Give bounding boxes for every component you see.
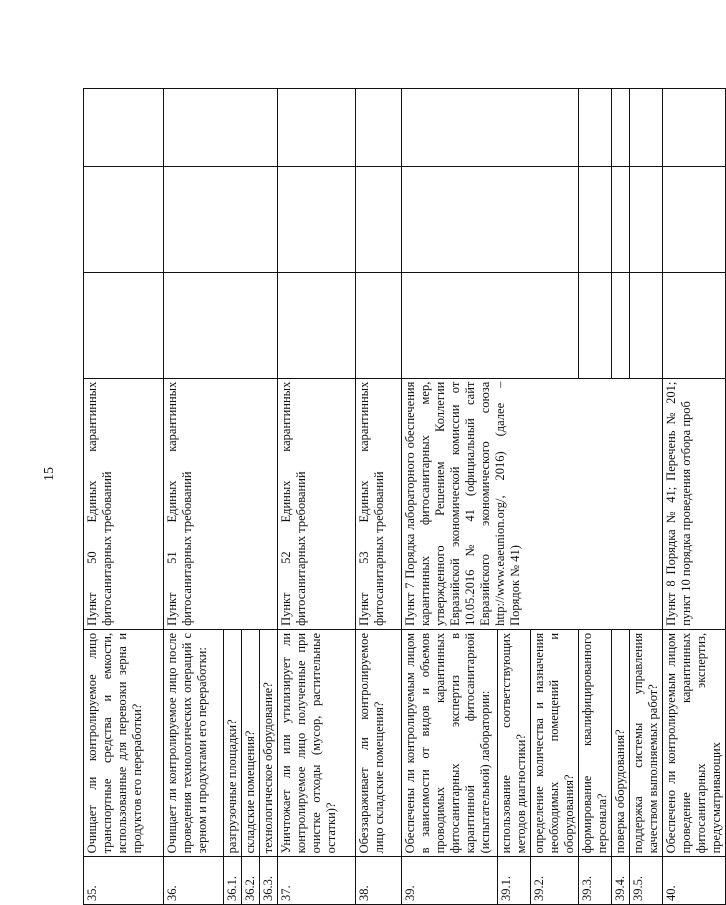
answer-cell: [579, 167, 612, 273]
question-text: Обеззараживает ли контролируемое лицо складские помещения?: [356, 629, 402, 856]
checklist-page-rotated: [83, 88, 723, 905]
note-cell: [164, 89, 278, 167]
question-text: складские помещения?: [242, 629, 260, 856]
note-cell: [630, 89, 663, 167]
item-number: 39.2.: [531, 857, 579, 905]
question-text: Обеспечено ли контролируемым лицом проведение карантинных фитосанитарных экспертиз, предусматривающих: [663, 629, 726, 856]
question-text: формирование квалифицированного персонала?: [579, 629, 612, 856]
answer-cell: [402, 167, 579, 273]
item-number: 39.5.: [630, 857, 663, 905]
answer-cell: [402, 272, 579, 378]
requirement-reference: Пункт 52 Единых карантинных фитосанитарных требований: [278, 378, 356, 629]
table-row: [164, 89, 224, 905]
question-text: разгрузочные площадки?: [224, 629, 242, 856]
item-number: 39.1.: [498, 857, 531, 905]
requirement-reference: Пункт 53 Единых карантинных фитосанитарных требований: [356, 378, 402, 629]
table-row: [402, 89, 498, 905]
requirement-reference: Пункт 8 Порядка № 41; Перечень № 201; пункт 10 порядка проведения отбора проб: [663, 378, 726, 629]
item-number: 36.2.: [242, 857, 260, 905]
note-cell: [663, 89, 726, 167]
answer-cell: [356, 272, 402, 378]
question-text: технологическое оборудование?: [260, 629, 278, 856]
question-text: поддержка системы управления качеством выполняемых работ?: [630, 629, 663, 856]
item-number: 40.: [663, 857, 726, 905]
answer-cell: [164, 272, 278, 378]
answer-cell: [630, 167, 663, 273]
note-cell: [612, 89, 630, 167]
question-text: Очищает ли контролируемое лицо транспортные средства и емкости, использованные для перевозки зерна и продуктов его переработки?: [84, 629, 164, 856]
answer-cell: [612, 272, 630, 378]
item-number: 39.4.: [612, 857, 630, 905]
table-row: [663, 89, 726, 905]
answer-cell: [278, 272, 356, 378]
note-cell: [402, 89, 579, 167]
answer-cell: [84, 272, 164, 378]
question-text: Уничтожает ли или утилизирует ли контролируемое лицо полученные при очистке отходы (мусор, растительные остатки)?: [278, 629, 356, 856]
requirement-reference: Пункт 50 Единых карантинных фитосанитарных требований: [84, 378, 164, 629]
answer-cell: [630, 272, 663, 378]
answer-cell: [663, 167, 726, 273]
note-cell: [84, 89, 164, 167]
answer-cell: [356, 167, 402, 273]
note-cell: [356, 89, 402, 167]
item-number: 36.1.: [224, 857, 242, 905]
answer-cell: [278, 167, 356, 273]
checklist-body: [84, 89, 726, 905]
question-text: определение количества и назначения необходимых помещений и оборудования?: [531, 629, 579, 856]
question-text: поверка оборудования?: [612, 629, 630, 856]
question-text: Очищает ли контролируемое лицо после проведения технологических операций с зерном и продуктами его переработки:: [164, 629, 224, 856]
answer-cell: [663, 272, 726, 378]
question-text: использование соответствующих методов диагностики?: [498, 629, 531, 856]
table-row: [84, 89, 164, 905]
checklist-table: [83, 88, 726, 905]
table-row: [278, 89, 356, 905]
answer-cell: [612, 167, 630, 273]
page-number: 15: [42, 467, 57, 481]
item-number: 36.3.: [260, 857, 278, 905]
answer-cell: [164, 167, 278, 273]
answer-cell: [579, 272, 612, 378]
note-cell: [278, 89, 356, 167]
requirement-reference: Пункт 7 Порядка лабораторного обеспечения карантинных фитосанитарных мер, утвержденного Решением Коллегии Евразийской экономической комиссии от 10.05.2016 № 41 (официальный сайт Евразийского экономического союза http://www.eaeunion.org/, 2016) (далее – Порядок № 41): [402, 378, 663, 629]
item-number: 36.: [164, 857, 224, 905]
requirement-reference: Пункт 51 Единых карантинных фитосанитарных требований: [164, 378, 278, 629]
item-number: 37.: [278, 857, 356, 905]
item-number: 35.: [84, 857, 164, 905]
item-number: 39.3.: [579, 857, 612, 905]
question-text: Обеспечены ли контролируемым лицом в зависимости от видов и объемов проводимых карантинных фитосанитарных экспертиз в карантинной фитосанитарной (испытательной) лаборатории:: [402, 629, 498, 856]
item-number: 39.: [402, 857, 498, 905]
table-row: [356, 89, 402, 905]
answer-cell: [84, 167, 164, 273]
note-cell: [579, 89, 612, 167]
item-number: 38.: [356, 857, 402, 905]
